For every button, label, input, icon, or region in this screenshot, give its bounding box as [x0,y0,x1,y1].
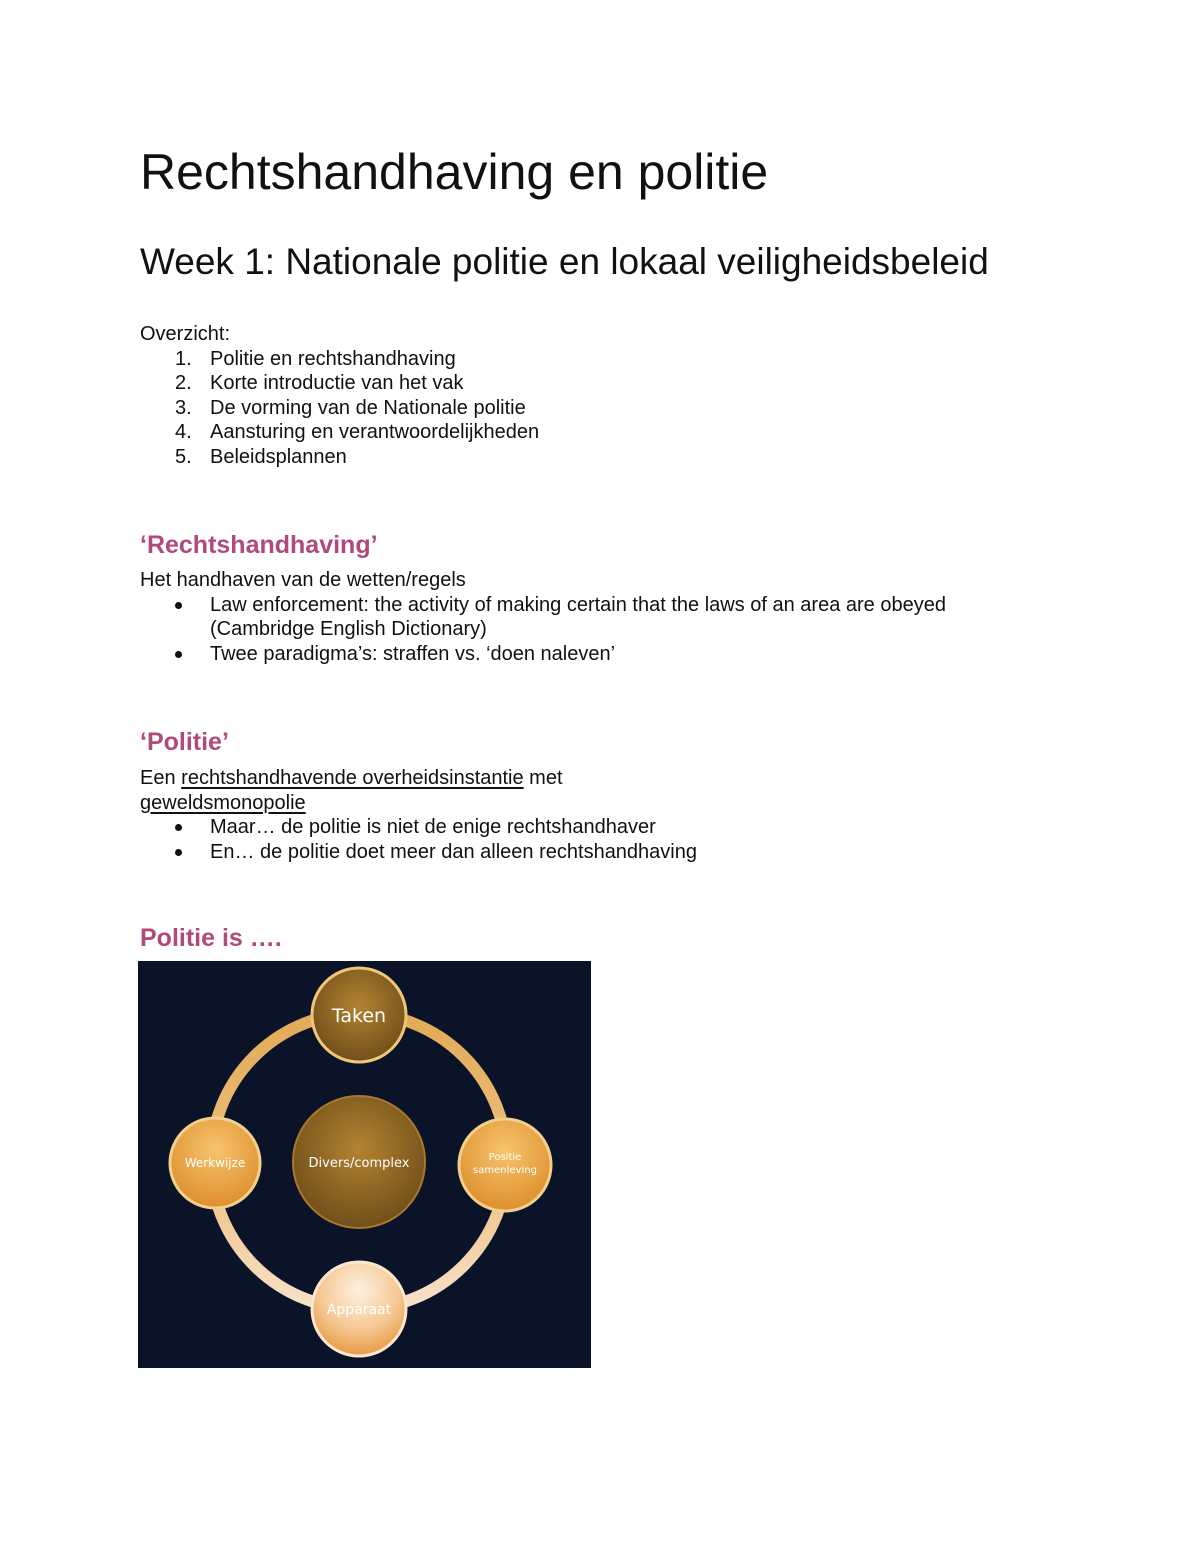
list-item [140,642,946,667]
node-left-label: Werkwijze [184,1156,246,1170]
intro-prefix: Een [140,767,182,789]
section-intro [140,766,697,791]
section-heading-rechtshandhaving: ‘Rechtshandhaving’ [140,531,378,559]
overview-list [140,347,539,470]
section-intro: Het handhaven van de wetten/regels [140,569,466,591]
node-top [312,968,406,1062]
list-number: 3. [175,396,192,419]
document-subtitle: Week 1: Nationale politie en lokaal veiligheidsbeleid [140,241,989,282]
list-item [140,371,539,396]
list-item [140,593,946,642]
list-item [140,445,539,470]
overview-label: Overzicht: [140,323,231,345]
node-left [170,1118,260,1208]
list-item [140,420,539,445]
intro-underlined-term: rechtshandhavende overheidsinstantie [181,767,524,789]
bullet-list [140,593,946,667]
bullet-list [140,815,697,864]
bullet-icon [175,651,182,658]
node-right-label-2: samenleving [473,1165,537,1176]
list-item [140,396,539,421]
node-right-label: Positie [488,1152,522,1163]
section-heading-politie-is: Politie is …. [140,924,282,952]
cycle-diagram [138,961,591,1368]
list-item [140,840,697,865]
intro-underlined-term-2: geweldsmonopolie [140,791,306,814]
list-item-text-continued: (Cambridge English Dictionary) [210,618,487,640]
node-center [293,1096,425,1228]
list-number: 4. [175,421,192,443]
bullet-icon [175,824,182,831]
list-item-text: Aansturing en verantwoordelijkheden [210,421,540,443]
section-heading-politie: ‘Politie’ [140,728,229,756]
node-center-label: Divers/complex [308,1156,410,1171]
list-item [140,347,539,372]
list-number: 1. [175,347,192,370]
politie-section [140,766,697,864]
list-item-text: Korte introductie van het vak [210,372,464,394]
node-top-label: Taken [331,1005,387,1027]
list-item-text: En… de politie doet meer dan alleen rechtshandhaving [210,840,697,863]
list-item-text: Politie en rechtshandhaving [210,347,456,370]
list-number: 5. [175,445,192,468]
intro-suffix: met [523,767,563,789]
list-item [140,815,697,840]
document-title: Rechtshandhaving en politie [140,144,769,200]
list-item-text: Law enforcement: the activity of making certain that the laws of an area are obeyed [210,593,946,616]
node-bottom-label: Apparaat [326,1302,392,1318]
list-number: 2. [175,372,192,394]
bullet-icon [175,849,182,856]
node-bottom [312,1262,406,1356]
list-item-text: Twee paradigma’s: straffen vs. ‘doen naleven’ [210,642,616,665]
list-item-text: Maar… de politie is niet de enige rechtshandhaver [210,816,656,838]
list-item-text: De vorming van de Nationale politie [210,396,526,419]
list-item-text: Beleidsplannen [210,445,347,468]
node-right [459,1119,551,1211]
politie-diagram [138,961,591,1368]
overview-section [140,322,539,469]
bullet-icon [175,602,182,609]
rechtshandhaving-section [140,568,946,666]
